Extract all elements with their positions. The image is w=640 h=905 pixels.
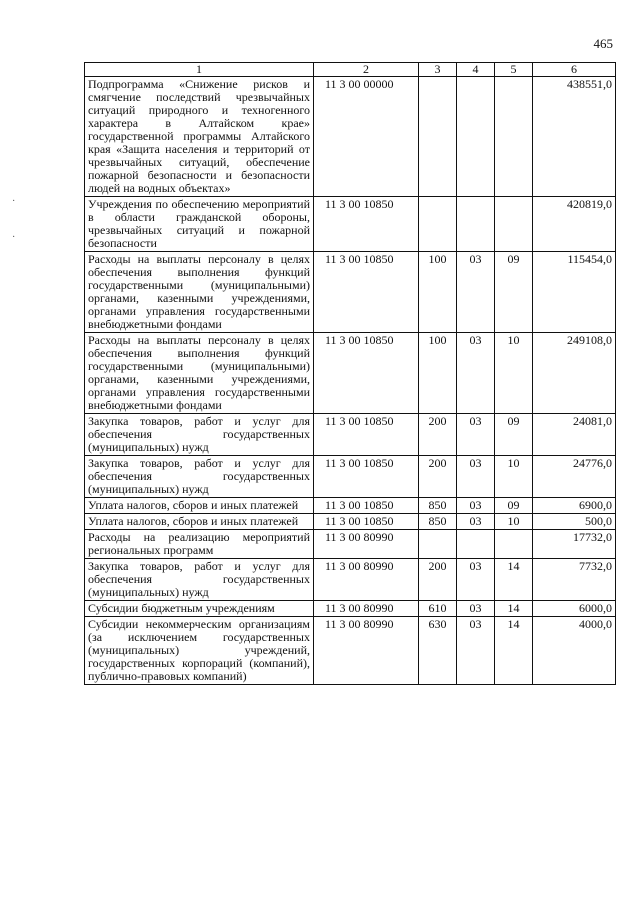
row-expense-type-cell	[419, 530, 457, 559]
page-number: 465	[593, 36, 613, 51]
row-amount-cell: 6900,0	[533, 498, 616, 514]
row-amount-cell: 438551,0	[533, 77, 616, 197]
row-name-cell: Расходы на реализацию мероприятий региональных программ	[85, 530, 314, 559]
row-name-cell: Закупка товаров, работ и услуг для обеспечения государственных (муниципальных) нужд	[85, 559, 314, 601]
column-header: 6	[533, 63, 616, 77]
table-row	[85, 252, 616, 333]
budget-table	[84, 62, 616, 685]
row-amount-cell: 500,0	[533, 514, 616, 530]
column-header: 3	[419, 63, 457, 77]
row-name-cell: Уплата налогов, сборов и иных платежей	[85, 498, 314, 514]
row-name-cell: Подпрограмма «Снижение рисков и смягчение последствий чрезвычайных ситуаций природного и техногенного характера в Алтайском крае» государственной программы Алтайского края «Защита населения и территорий от чрезвычайных ситуаций, обеспечение пожарной безопасности и безопасности людей на водных объектах»	[85, 77, 314, 197]
row-amount-cell: 7732,0	[533, 559, 616, 601]
row-section-cell: 03	[457, 456, 495, 498]
row-subsection-cell	[495, 530, 533, 559]
header-row	[85, 63, 616, 77]
table-row	[85, 197, 616, 252]
table-row	[85, 617, 616, 685]
row-section-cell: 03	[457, 414, 495, 456]
row-subsection-cell: 14	[495, 617, 533, 685]
table-row	[85, 77, 616, 197]
row-amount-cell: 249108,0	[533, 333, 616, 414]
row-subsection-cell	[495, 197, 533, 252]
row-name-cell: Субсидии некоммерческим организациям (за исключением государственных (муниципальных) учреждений, государственных корпораций (компаний), публично-правовых компаний)	[85, 617, 314, 685]
row-name-cell: Расходы на выплаты персоналу в целях обеспечения выполнения функций государственными (муниципальными) органами, казенными учреждениями, органами управления государственными внебюджетными фондами	[85, 333, 314, 414]
row-code-cell: 11 3 00 10850	[314, 514, 419, 530]
row-section-cell: 03	[457, 601, 495, 617]
row-name-cell: Расходы на выплаты персоналу в целях обеспечения выполнения функций государственными (муниципальными) органами, казенными учреждениями, органами управления государственными внебюджетными фондами	[85, 252, 314, 333]
row-expense-type-cell: 630	[419, 617, 457, 685]
row-amount-cell: 4000,0	[533, 617, 616, 685]
row-name-cell: Закупка товаров, работ и услуг для обеспечения государственных (муниципальных) нужд	[85, 456, 314, 498]
row-amount-cell: 24081,0	[533, 414, 616, 456]
column-header: 1	[85, 63, 314, 77]
row-code-cell: 11 3 00 10850	[314, 197, 419, 252]
row-expense-type-cell: 200	[419, 414, 457, 456]
row-section-cell: 03	[457, 252, 495, 333]
row-expense-type-cell: 610	[419, 601, 457, 617]
row-subsection-cell: 10	[495, 456, 533, 498]
row-subsection-cell: 09	[495, 252, 533, 333]
row-code-cell: 11 3 00 00000	[314, 77, 419, 197]
table-row	[85, 514, 616, 530]
row-amount-cell: 115454,0	[533, 252, 616, 333]
row-amount-cell: 6000,0	[533, 601, 616, 617]
column-header: 2	[314, 63, 419, 77]
row-subsection-cell: 14	[495, 559, 533, 601]
row-code-cell: 11 3 00 80990	[314, 601, 419, 617]
row-amount-cell: 420819,0	[533, 197, 616, 252]
row-expense-type-cell: 850	[419, 514, 457, 530]
table-row	[85, 601, 616, 617]
row-section-cell	[457, 77, 495, 197]
margin-mark: ·	[12, 196, 16, 207]
table-row	[85, 414, 616, 456]
row-section-cell: 03	[457, 514, 495, 530]
row-expense-type-cell: 200	[419, 456, 457, 498]
table-row	[85, 559, 616, 601]
row-code-cell: 11 3 00 10850	[314, 333, 419, 414]
row-name-cell: Учреждения по обеспечению мероприятий в области гражданской обороны, чрезвычайных ситуаций и пожарной безопасности	[85, 197, 314, 252]
row-expense-type-cell: 200	[419, 559, 457, 601]
row-subsection-cell: 14	[495, 601, 533, 617]
row-name-cell: Закупка товаров, работ и услуг для обеспечения государственных (муниципальных) нужд	[85, 414, 314, 456]
row-code-cell: 11 3 00 80990	[314, 530, 419, 559]
table-row	[85, 333, 616, 414]
row-code-cell: 11 3 00 80990	[314, 559, 419, 601]
row-section-cell	[457, 530, 495, 559]
row-code-cell: 11 3 00 10850	[314, 498, 419, 514]
row-expense-type-cell: 100	[419, 252, 457, 333]
table-row	[85, 498, 616, 514]
column-header: 4	[457, 63, 495, 77]
row-subsection-cell: 10	[495, 333, 533, 414]
row-subsection-cell	[495, 77, 533, 197]
row-subsection-cell: 09	[495, 414, 533, 456]
row-subsection-cell: 10	[495, 514, 533, 530]
column-header: 5	[495, 63, 533, 77]
row-section-cell: 03	[457, 617, 495, 685]
row-section-cell	[457, 197, 495, 252]
row-section-cell: 03	[457, 559, 495, 601]
row-section-cell: 03	[457, 333, 495, 414]
table-row	[85, 530, 616, 559]
row-expense-type-cell	[419, 77, 457, 197]
row-section-cell: 03	[457, 498, 495, 514]
row-expense-type-cell: 850	[419, 498, 457, 514]
row-code-cell: 11 3 00 80990	[314, 617, 419, 685]
row-amount-cell: 24776,0	[533, 456, 616, 498]
row-expense-type-cell: 100	[419, 333, 457, 414]
row-name-cell: Уплата налогов, сборов и иных платежей	[85, 514, 314, 530]
row-subsection-cell: 09	[495, 498, 533, 514]
margin-mark: ·	[12, 232, 16, 243]
row-code-cell: 11 3 00 10850	[314, 414, 419, 456]
row-code-cell: 11 3 00 10850	[314, 456, 419, 498]
row-code-cell: 11 3 00 10850	[314, 252, 419, 333]
row-name-cell: Субсидии бюджетным учреждениям	[85, 601, 314, 617]
row-amount-cell: 17732,0	[533, 530, 616, 559]
row-expense-type-cell	[419, 197, 457, 252]
table-row	[85, 456, 616, 498]
